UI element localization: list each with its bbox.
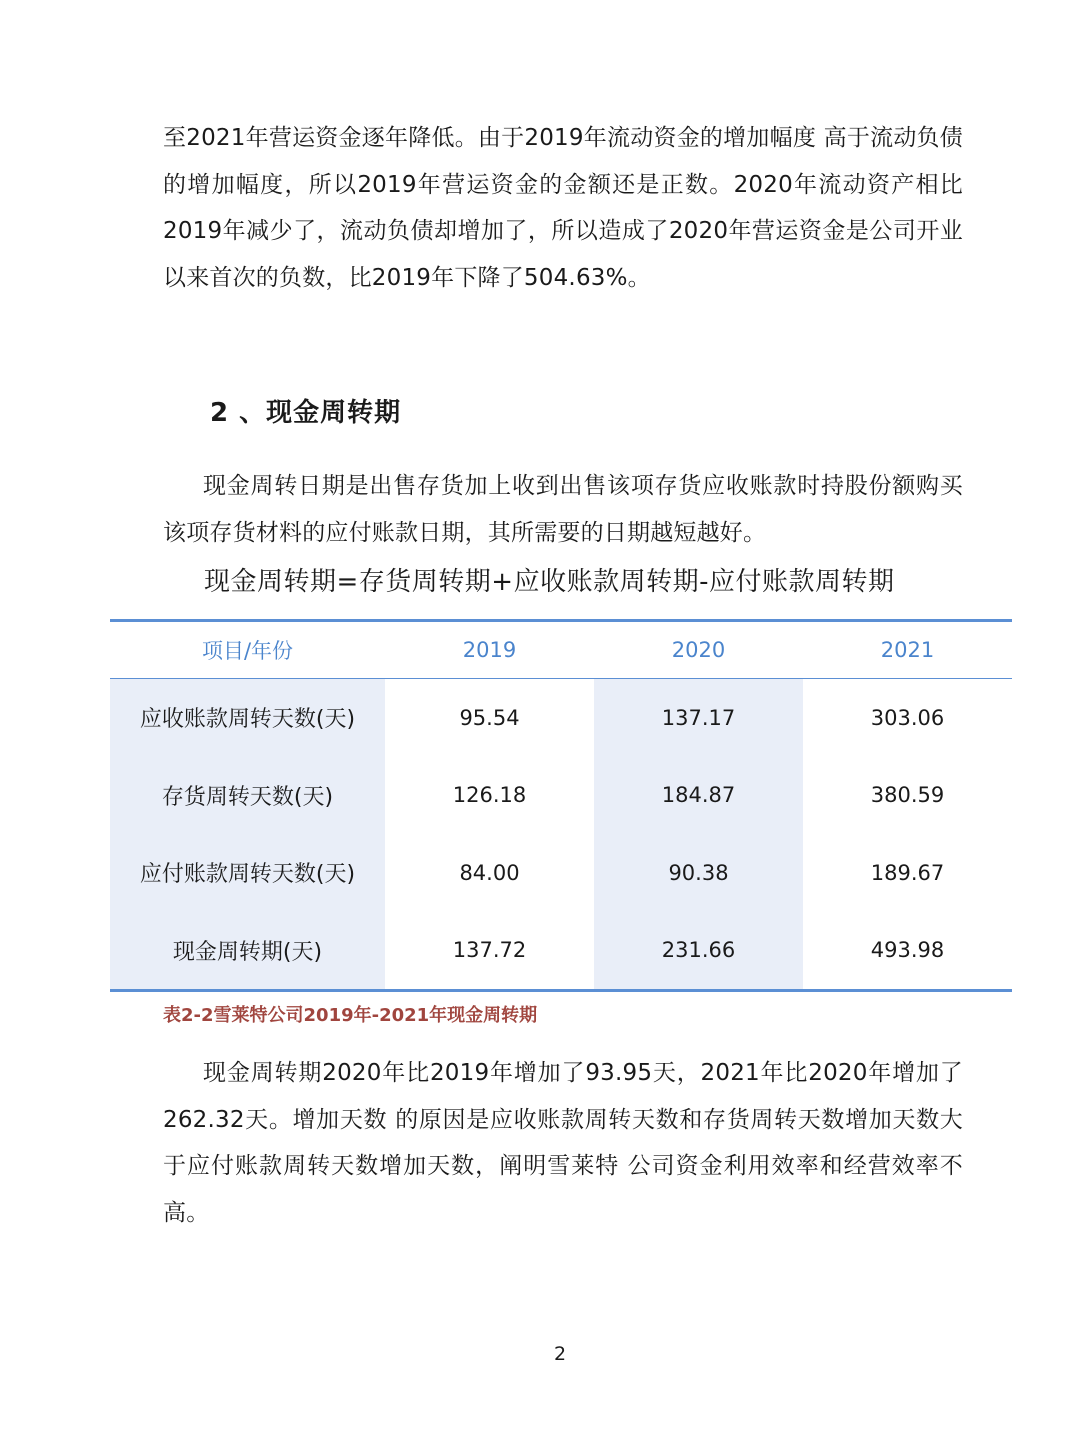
header-2021: 2021 [803, 621, 1012, 679]
table-cell: 493.98 [870, 938, 945, 963]
table-row [110, 757, 1012, 835]
table-caption: 表2-2雪莱特公司2019年-2021年现金周转期 [163, 1005, 538, 1026]
table-row [110, 679, 1012, 757]
cash-cycle-table-container [110, 619, 1012, 992]
cash-cycle-table [110, 619, 1012, 992]
table-cell: 137.17 [594, 679, 803, 757]
table-row [110, 912, 1012, 991]
table-cell: 189.67 [870, 860, 945, 885]
body-paragraph-3: 现金周转期2020年比2019年增加了93.95天，2021年比2020年增加了262.32天。增加天数 的原因是应收账款周转天数和存货周转天数增加天数大于应付账款周转天数增加天数，阐明雪莱特 公司资金利用效率和经营效率不高。 [163, 1060, 963, 1226]
table-cell: 126.18 [452, 783, 527, 808]
table-cell: 84.00 [459, 860, 520, 885]
table-cell: 90.38 [594, 834, 803, 912]
table-cell: 231.66 [594, 912, 803, 991]
section-heading: 2 、现金周转期 [210, 398, 402, 428]
header-item-year: 项目/年份 [110, 621, 385, 679]
table-header-row [110, 621, 1012, 679]
formula-line: 现金周转期=存货周转期+应收账款周转期-应付账款周转期 [204, 567, 895, 597]
table-cell: 380.59 [870, 783, 945, 808]
row-label: 现金周转期(天) [110, 912, 385, 991]
page-number: 2 [553, 1343, 567, 1365]
body-paragraph-2: 现金周转日期是出售存货加上收到出售该项存货应收账款时持股份额购买该项存货材料的应付账款日期，其所需要的日期越短越好。 [163, 473, 963, 546]
table-cell: 303.06 [870, 705, 945, 730]
header-2020: 2020 [594, 621, 803, 679]
row-label: 应付账款周转天数(天) [110, 834, 385, 912]
body-paragraph-1: 至2021年营运资金逐年降低。由于2019年流动资金的增加幅度 高于流动负债的增加幅度，所以2019年营运资金的金额还是正数。2020年流动资产相比2019年减少了，流动负债却增加了，所以造成了2020年营运资金是公司开业以来首次的负数，比2019年下降了504.63%。 [163, 125, 963, 291]
row-label: 存货周转天数(天) [110, 757, 385, 835]
table-cell: 95.54 [459, 705, 520, 730]
table-cell: 184.87 [594, 757, 803, 835]
table-cell: 137.72 [452, 938, 527, 963]
row-label: 应收账款周转天数(天) [110, 679, 385, 757]
table-row [110, 834, 1012, 912]
header-2019: 2019 [385, 621, 594, 679]
